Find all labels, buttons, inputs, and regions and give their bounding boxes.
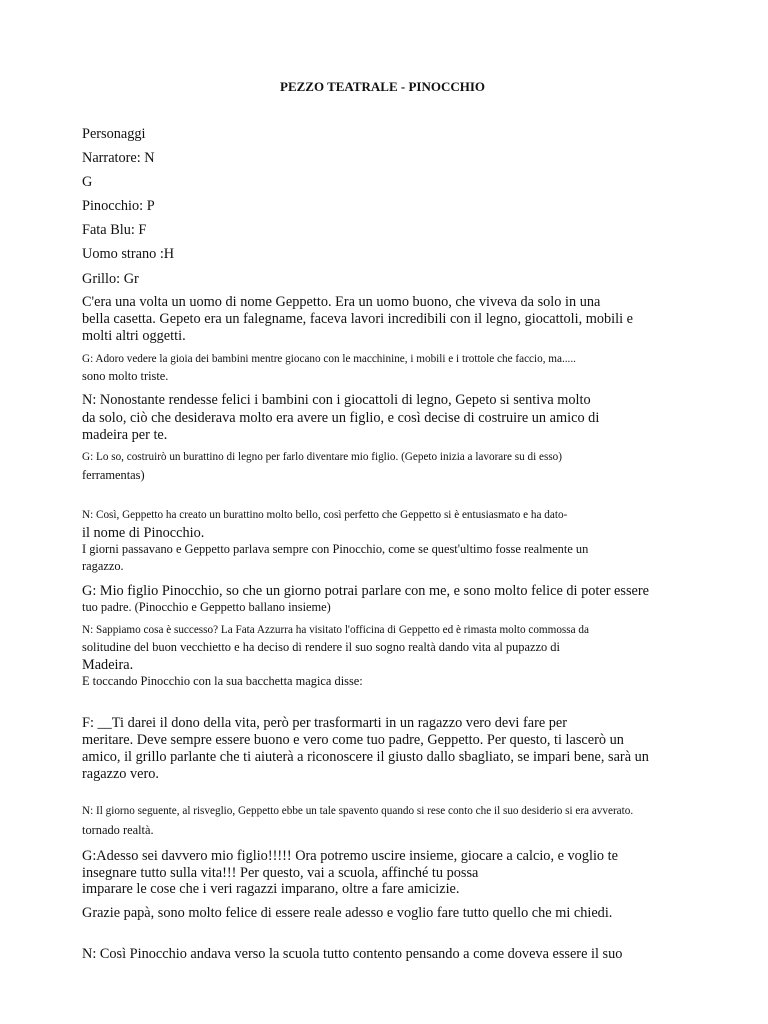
text-line: N: Così Pinocchio andava verso la scuola tutto contento pensando a come doveva essere il suo: [82, 946, 623, 962]
text-line: I giorni passavano e Geppetto parlava sempre con Pinocchio, come se quest'ultimo fosse realmente un: [82, 542, 589, 556]
text-line: G: Mio figlio Pinocchio, so che un giorno potrai parlare con me, e sono molto felice di poter essere: [82, 583, 649, 599]
text-line: Madeira.: [82, 657, 134, 673]
text-line: sono molto triste.: [82, 369, 169, 383]
text-line: G: Adoro vedere la gioia dei bambini mentre giocano con le macchinine, i mobili e i trottole che faccio, ma.....: [82, 353, 576, 365]
text-line: G: Lo so, costruirò un burattino di legno per farlo diventare mio figlio. (Gepeto inizia a lavorare su di esso): [82, 451, 562, 463]
character-entry: Pinocchio: P: [82, 198, 155, 214]
text-line: tuo padre. (Pinocchio e Geppetto ballano insieme): [82, 600, 331, 614]
character-entry: Grillo: Gr: [82, 271, 139, 287]
text-line: N: Così, Geppetto ha creato un burattino molto bello, così perfetto che Geppetto si è entusiasmato e ha dato-: [82, 509, 568, 521]
text-line: G:Adesso sei davvero mio figlio!!!!! Ora potremo uscire insieme, giocare a calcio, e voglio te: [82, 848, 618, 864]
text-line: amico, il grillo parlante che ti aiuterà a riconoscere il giusto dallo sbagliato, se impari bene, sarà un: [82, 749, 649, 765]
text-line: imparare le cose che i veri ragazzi imparano, oltre a fare amicizie.: [82, 881, 460, 897]
text-line: il nome di Pinocchio.: [82, 525, 205, 541]
character-entry: Narratore: N: [82, 150, 155, 166]
text-line: N: Il giorno seguente, al risveglio, Geppetto ebbe un tale spavento quando si rese conto che il suo desiderio si era avverato.: [82, 805, 634, 817]
text-line: insegnare tutto sulla vita!!! Per questo, vai a scuola, affinché tu possa: [82, 865, 479, 881]
text-line: madeira per te.: [82, 427, 168, 443]
text-line: ragazzo.: [82, 559, 124, 573]
text-line: Grazie papà, sono molto felice di essere reale adesso e voglio fare tutto quello che mi chiedi.: [82, 905, 613, 921]
text-line: bella casetta. Gepeto era un falegname, faceva lavori incredibili con il legno, giocattoli, mobili e: [82, 311, 634, 327]
text-line: ragazzo vero.: [82, 766, 159, 782]
text-line: N: Sappiamo cosa è successo? La Fata Azzurra ha visitato l'officina di Geppetto ed è rimasta molto commossa da: [82, 624, 589, 636]
text-line: molti altri oggetti.: [82, 328, 186, 344]
text-line: tornado realtà.: [82, 823, 154, 837]
character-entry: Uomo strano :H: [82, 246, 175, 262]
character-entry: Fata Blu: F: [82, 222, 147, 238]
document-title: PEZZO TEATRALE - PINOCCHIO: [280, 79, 486, 94]
text-line: ferramentas): [82, 468, 145, 482]
text-line: F: __Ti darei il dono della vita, però per trasformarti in un ragazzo vero devi fare per: [82, 715, 568, 731]
text-line: da solo, ciò che desiderava molto era avere un figlio, e così decise di costruire un amico di: [82, 410, 600, 426]
text-line: meritare. Deve sempre essere buono e vero come tuo padre, Geppetto. Per questo, ti lascerò un: [82, 732, 624, 748]
character-entry: G: [82, 174, 93, 190]
text-line: E toccando Pinocchio con la sua bacchetta magica disse:: [82, 674, 363, 688]
text-line: N: Nonostante rendesse felici i bambini con i giocattoli di legno, Gepeto si sentiva molto: [82, 392, 591, 408]
text-line: solitudine del buon vecchietto e ha deciso di rendere il suo sogno realtà dando vita al pupazzo di: [82, 640, 560, 654]
characters-heading: Personaggi: [82, 126, 146, 142]
text-line: C'era una volta un uomo di nome Geppetto. Era un uomo buono, che viveva da solo in una: [82, 294, 601, 310]
